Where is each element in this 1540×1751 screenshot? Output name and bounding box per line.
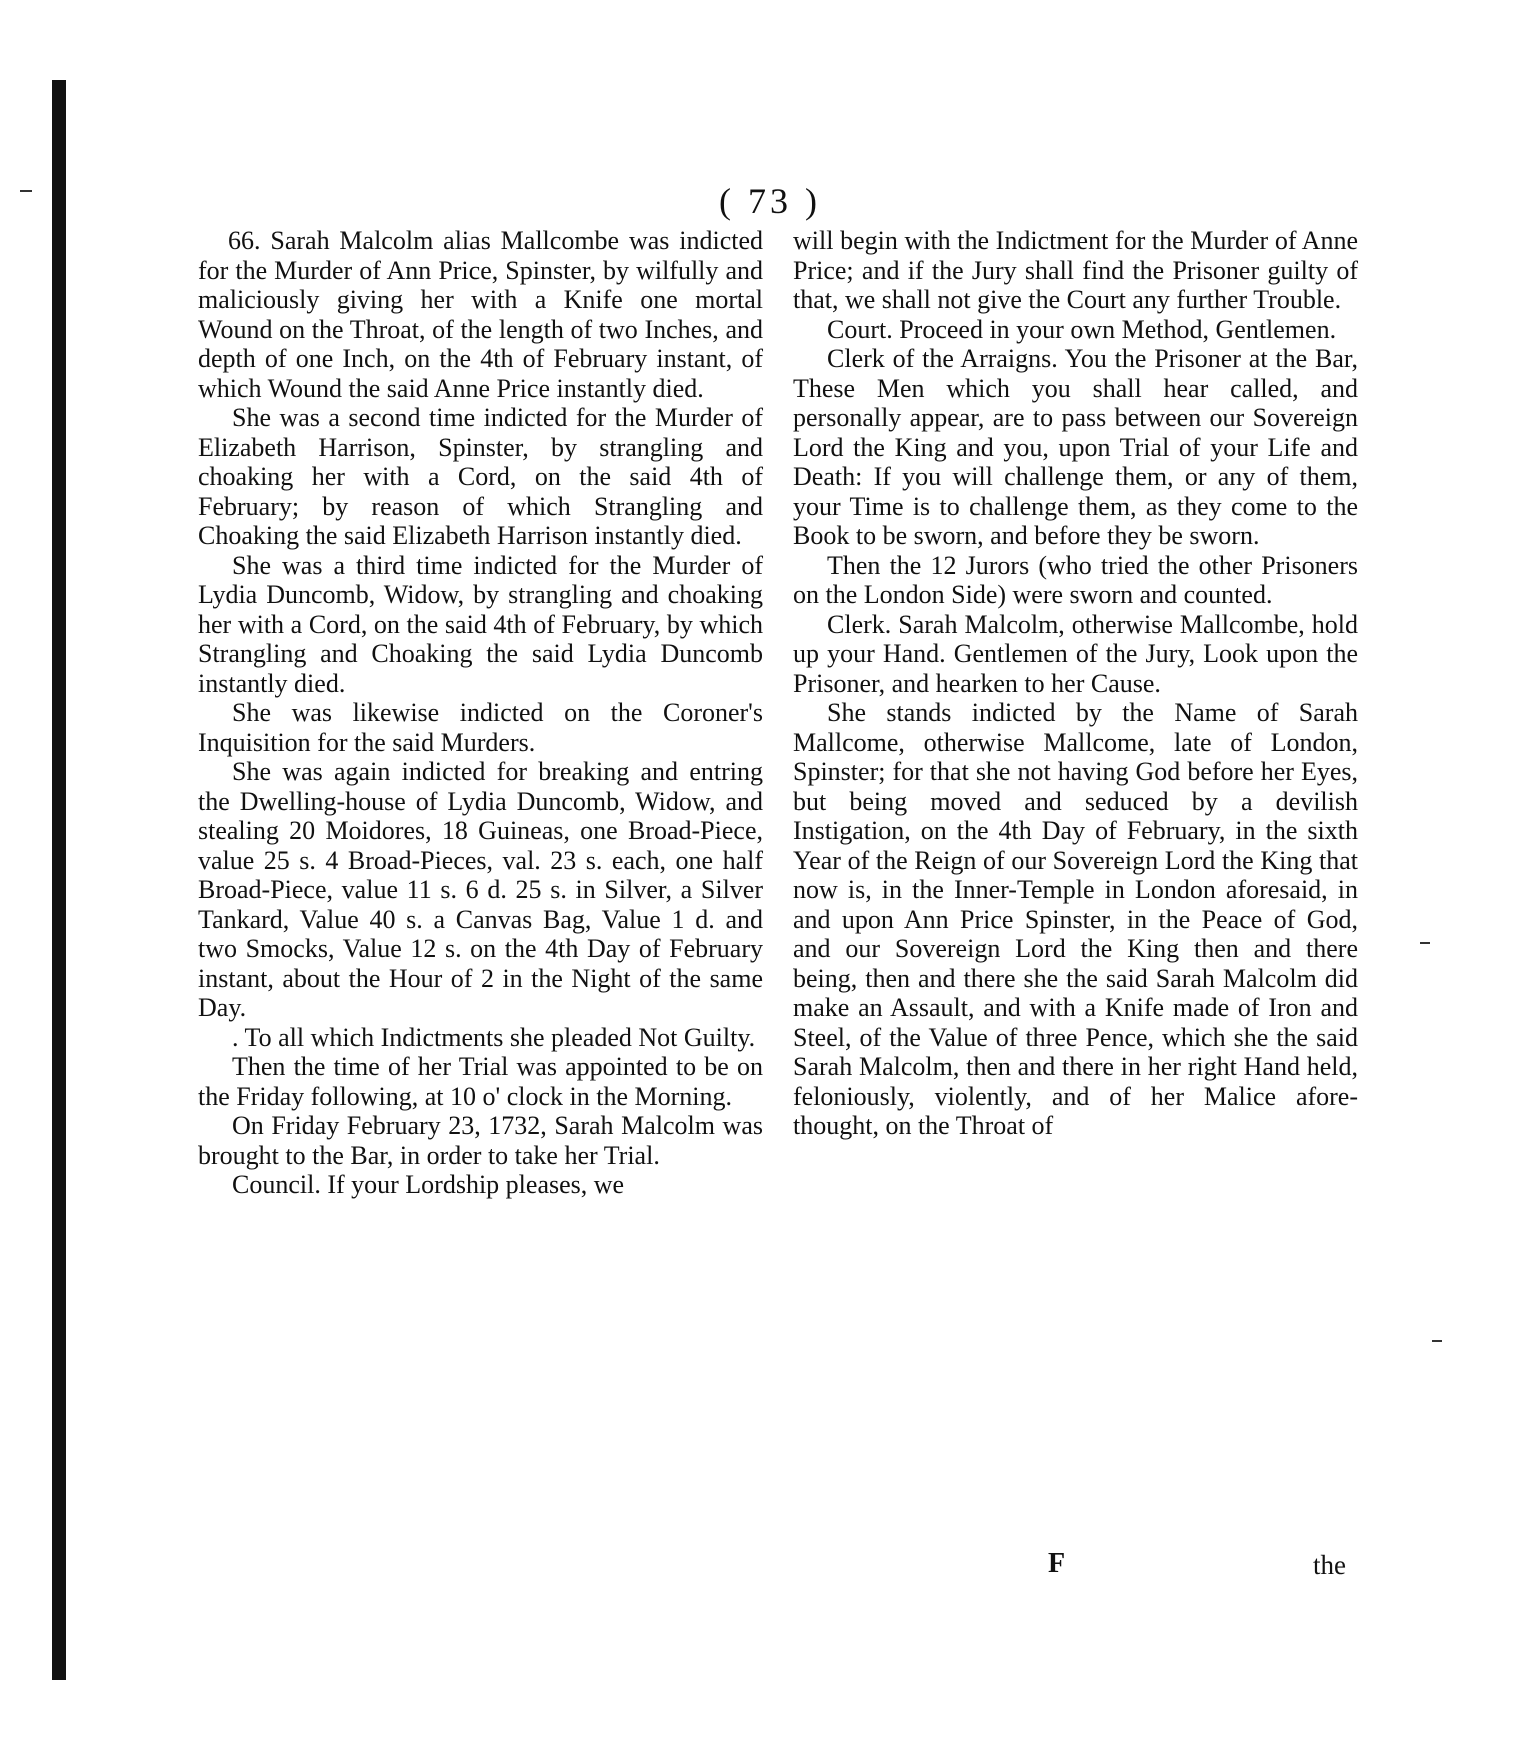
paragraph: Then the time of her Trial was appointed to be on the Friday following, at 10 o' clock in the Morning.	[198, 1052, 763, 1111]
paragraph: 66. Sarah Malcolm alias Mallcombe was indicted for the Murder of Ann Price, Spinster, by wilfully and maliciously giving her with a Knife one mortal Wound on the Throat, of the length of two Inches, and depth of one Inch, on the 4th of February instant, of which Wound the said Anne Price instantly died.	[198, 226, 763, 403]
paragraph: She was a second time indicted for the Murder of Elizabeth Harrison, Spinster, by strangling and choaking her with a Cord, on the said 4th of February; by reason of which Strangling and Choaking the said Elizabeth Harrison instantly died.	[198, 403, 763, 550]
paragraph: Clerk. Sarah Malcolm, otherwise Mallcombe, hold up your Hand. Gentlemen of the Jury, Look upon the Prisoner, and hearken to her Cause.	[793, 609, 1358, 698]
page-binding-edge	[52, 80, 66, 1680]
paragraph: She was a third time indicted for the Murder of Lydia Duncomb, Widow, by strangling and choaking her with a Cord, on the said 4th of February, by which Strangling and Choaking the said Lydia Duncomb instantly died.	[198, 550, 763, 698]
paragraph: Court. Proceed in your own Method, Gentlemen.	[827, 314, 1337, 344]
paragraph: She was again indicted for breaking and entring the Dwelling-house of Lydia Duncomb, Widow, and stealing 20 Moidores, 18 Guineas, one Broad-Piece, value 25 s. 4 Broad-Pieces, val. 23 s. each, one half Broad-Piece, value 11 s. 6 d. 25 s. in Silver, a Silver Tankard, Value 40 s. a Canvas Bag, Value 1 d. and two Smocks, Value 12 s. on the 4th Day of February instant, about the Hour of 2 in the Night of the same Day.	[198, 757, 763, 1022]
paragraph: will begin with the Indictment for the Murder of Anne Price; and if the Jury shall find the Prisoner guilty of that, we shall not give the Court any further Trouble.	[793, 226, 1358, 314]
paragraph: She was likewise indicted on the Coroner's Inquisition for the said Murders.	[198, 698, 763, 757]
scan-speck	[1420, 942, 1430, 944]
paragraph: On Friday February 23, 1732, Sarah Malcolm was brought to the Bar, in order to take her Trial.	[198, 1111, 763, 1170]
paragraph: She stands indicted by the Name of Sarah Mallcome, otherwise Mallcome, late of London, Spinster; for that she not having God before her Eyes, but being moved and seduced by a devilish Instigation, on the 4th Day of February, in the sixth Year of the Reign of our Sovereign Lord the King that now is, in the Inner-Temple in London aforesaid, in and upon Ann Price Spinster, in the Peace of God, and our Sovereign Lord the King then and there being, then and there she the said Sarah Malcolm did make an Assault, and with a Knife made of Iron and Steel, of the Value of three Pence, which she the said Sarah Malcolm, then and there in her right Hand held, feloniously, violently, and of her Malice afore-thought, on the Throat of	[793, 698, 1358, 1140]
scan-speck	[1432, 1340, 1442, 1342]
right-column	[793, 226, 1358, 1141]
paragraph: Clerk of the Arraigns. You the Prisoner at the Bar, These Men which you shall hear called, and personally appear, are to pass between our Sovereign Lord the King and you, upon Trial of your Life and Death: If you will challenge them, or any of them, your Time is to challenge them, as they come to the Book to be sworn, and before they be sworn.	[793, 344, 1358, 550]
paragraph: . To all which Indictments she pleaded Not Guilty.	[232, 1022, 756, 1052]
paragraph: Council. If your Lordship pleases, we	[232, 1170, 625, 1199]
page-number: ( 73 )	[719, 181, 821, 221]
left-column	[198, 226, 763, 1200]
catchword: the	[1313, 1550, 1346, 1580]
paragraph: Then the 12 Jurors (who tried the other Prisoners on the London Side) were sworn and counted.	[793, 550, 1358, 609]
signature-mark: F	[1048, 1548, 1066, 1579]
